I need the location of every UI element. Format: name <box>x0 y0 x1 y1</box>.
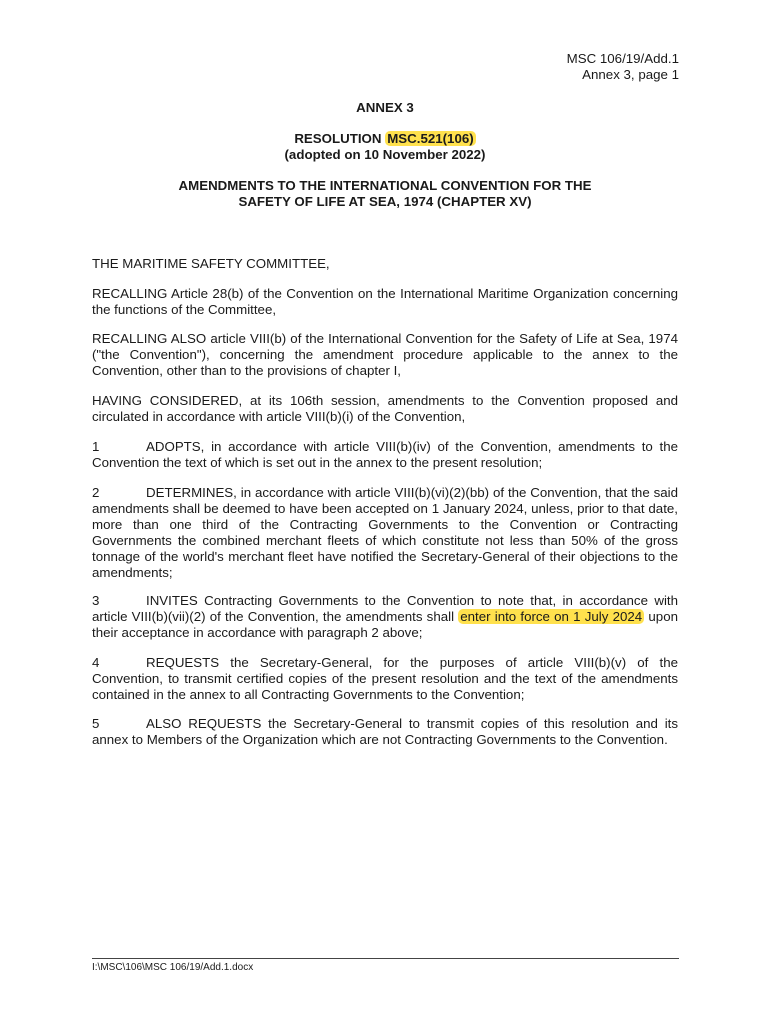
operative-paragraph-4 <box>92 655 678 703</box>
paragraph-text-after: upon their acceptance in accordance with paragraph 2 above; <box>92 609 678 640</box>
paragraph-number: 3 <box>92 593 100 608</box>
subject-title-line1: AMENDMENTS TO THE INTERNATIONAL CONVENTION FOR THE <box>178 178 592 193</box>
paragraph-text: ALSO REQUESTS the Secretary-General to transmit copies of this resolution and its annex to Members of the Organization which are not Contracting Governments to the Convention. <box>92 716 678 747</box>
resolution-prefix: RESOLUTION <box>294 131 386 146</box>
recalling-paragraph: RECALLING Article 28(b) of the Convention on the International Maritime Organization concerning the functions of the Committee, <box>92 286 678 317</box>
recalling-also-paragraph: RECALLING ALSO article VIII(b) of the International Convention for the Safety of Life at Sea, 1974 ("the Convention"), concerning the amendment procedure applicable to the annex to the Convention, other than to the provisions of chapter I, <box>92 331 678 378</box>
paragraph-text-before: INVITES Contracting Governments to the Convention to note that, in accordance with article VIII(b)(vii)(2) of the Convention, the amendments shall <box>92 593 678 624</box>
adoption-date: (adopted on 10 November 2022) <box>284 147 486 162</box>
page-header <box>567 51 679 83</box>
subject-title-line2: SAFETY OF LIFE AT SEA, 1974 (CHAPTER XV) <box>238 194 532 209</box>
committee-line: THE MARITIME SAFETY COMMITTEE, <box>92 256 330 271</box>
paragraph-number: 1 <box>92 439 100 454</box>
document-reference: MSC 106/19/Add.1 <box>566 51 679 66</box>
paragraph-text: ADOPTS, in accordance with article VIII(b)(iv) of the Convention, amendments to the Convention the text of which is set out in the annex to the present resolution; <box>92 439 678 470</box>
footer-divider <box>92 958 679 959</box>
entry-into-force-highlight: enter into force on 1 July 2024 <box>460 609 643 624</box>
operative-paragraph-2 <box>92 485 678 581</box>
operative-paragraph-1 <box>92 439 678 471</box>
paragraph-text: REQUESTS the Secretary-General, for the purposes of article VIII(b)(v) of the Convention, to transmit certified copies of the present resolution and the text of the amendments contained in the annex to all Contracting Governments to the Convention; <box>92 655 678 702</box>
annex-heading: ANNEX 3 <box>356 100 414 115</box>
paragraph-number: 2 <box>92 485 100 500</box>
operative-paragraph-5 <box>92 716 678 748</box>
paragraph-text: DETERMINES, in accordance with article VIII(b)(vi)(2)(bb) of the Convention, that the said amendments shall be deemed to have been accepted on 1 January 2024, unless, prior to that date, more than one third of the Contracting Governments to the Convention or Contracting Governments the combined merchant fleets of which constitute not less than 50% of the gross tonnage of the world's merchant fleet have notified the Secretary-General of their objections to the amendments; <box>92 485 678 580</box>
footer-file-path: I:\MSC\106\MSC 106/19/Add.1.docx <box>92 962 254 973</box>
paragraph-number: 4 <box>92 655 100 670</box>
having-considered-paragraph: HAVING CONSIDERED, at its 106th session, amendments to the Convention proposed and circulated in accordance with article VIII(b)(i) of the Convention, <box>92 393 678 424</box>
paragraph-number: 5 <box>92 716 100 731</box>
resolution-id-highlight: MSC.521(106) <box>387 131 474 146</box>
resolution-heading <box>92 131 678 147</box>
operative-paragraph-3 <box>92 593 678 641</box>
page-reference: Annex 3, page 1 <box>582 67 679 82</box>
